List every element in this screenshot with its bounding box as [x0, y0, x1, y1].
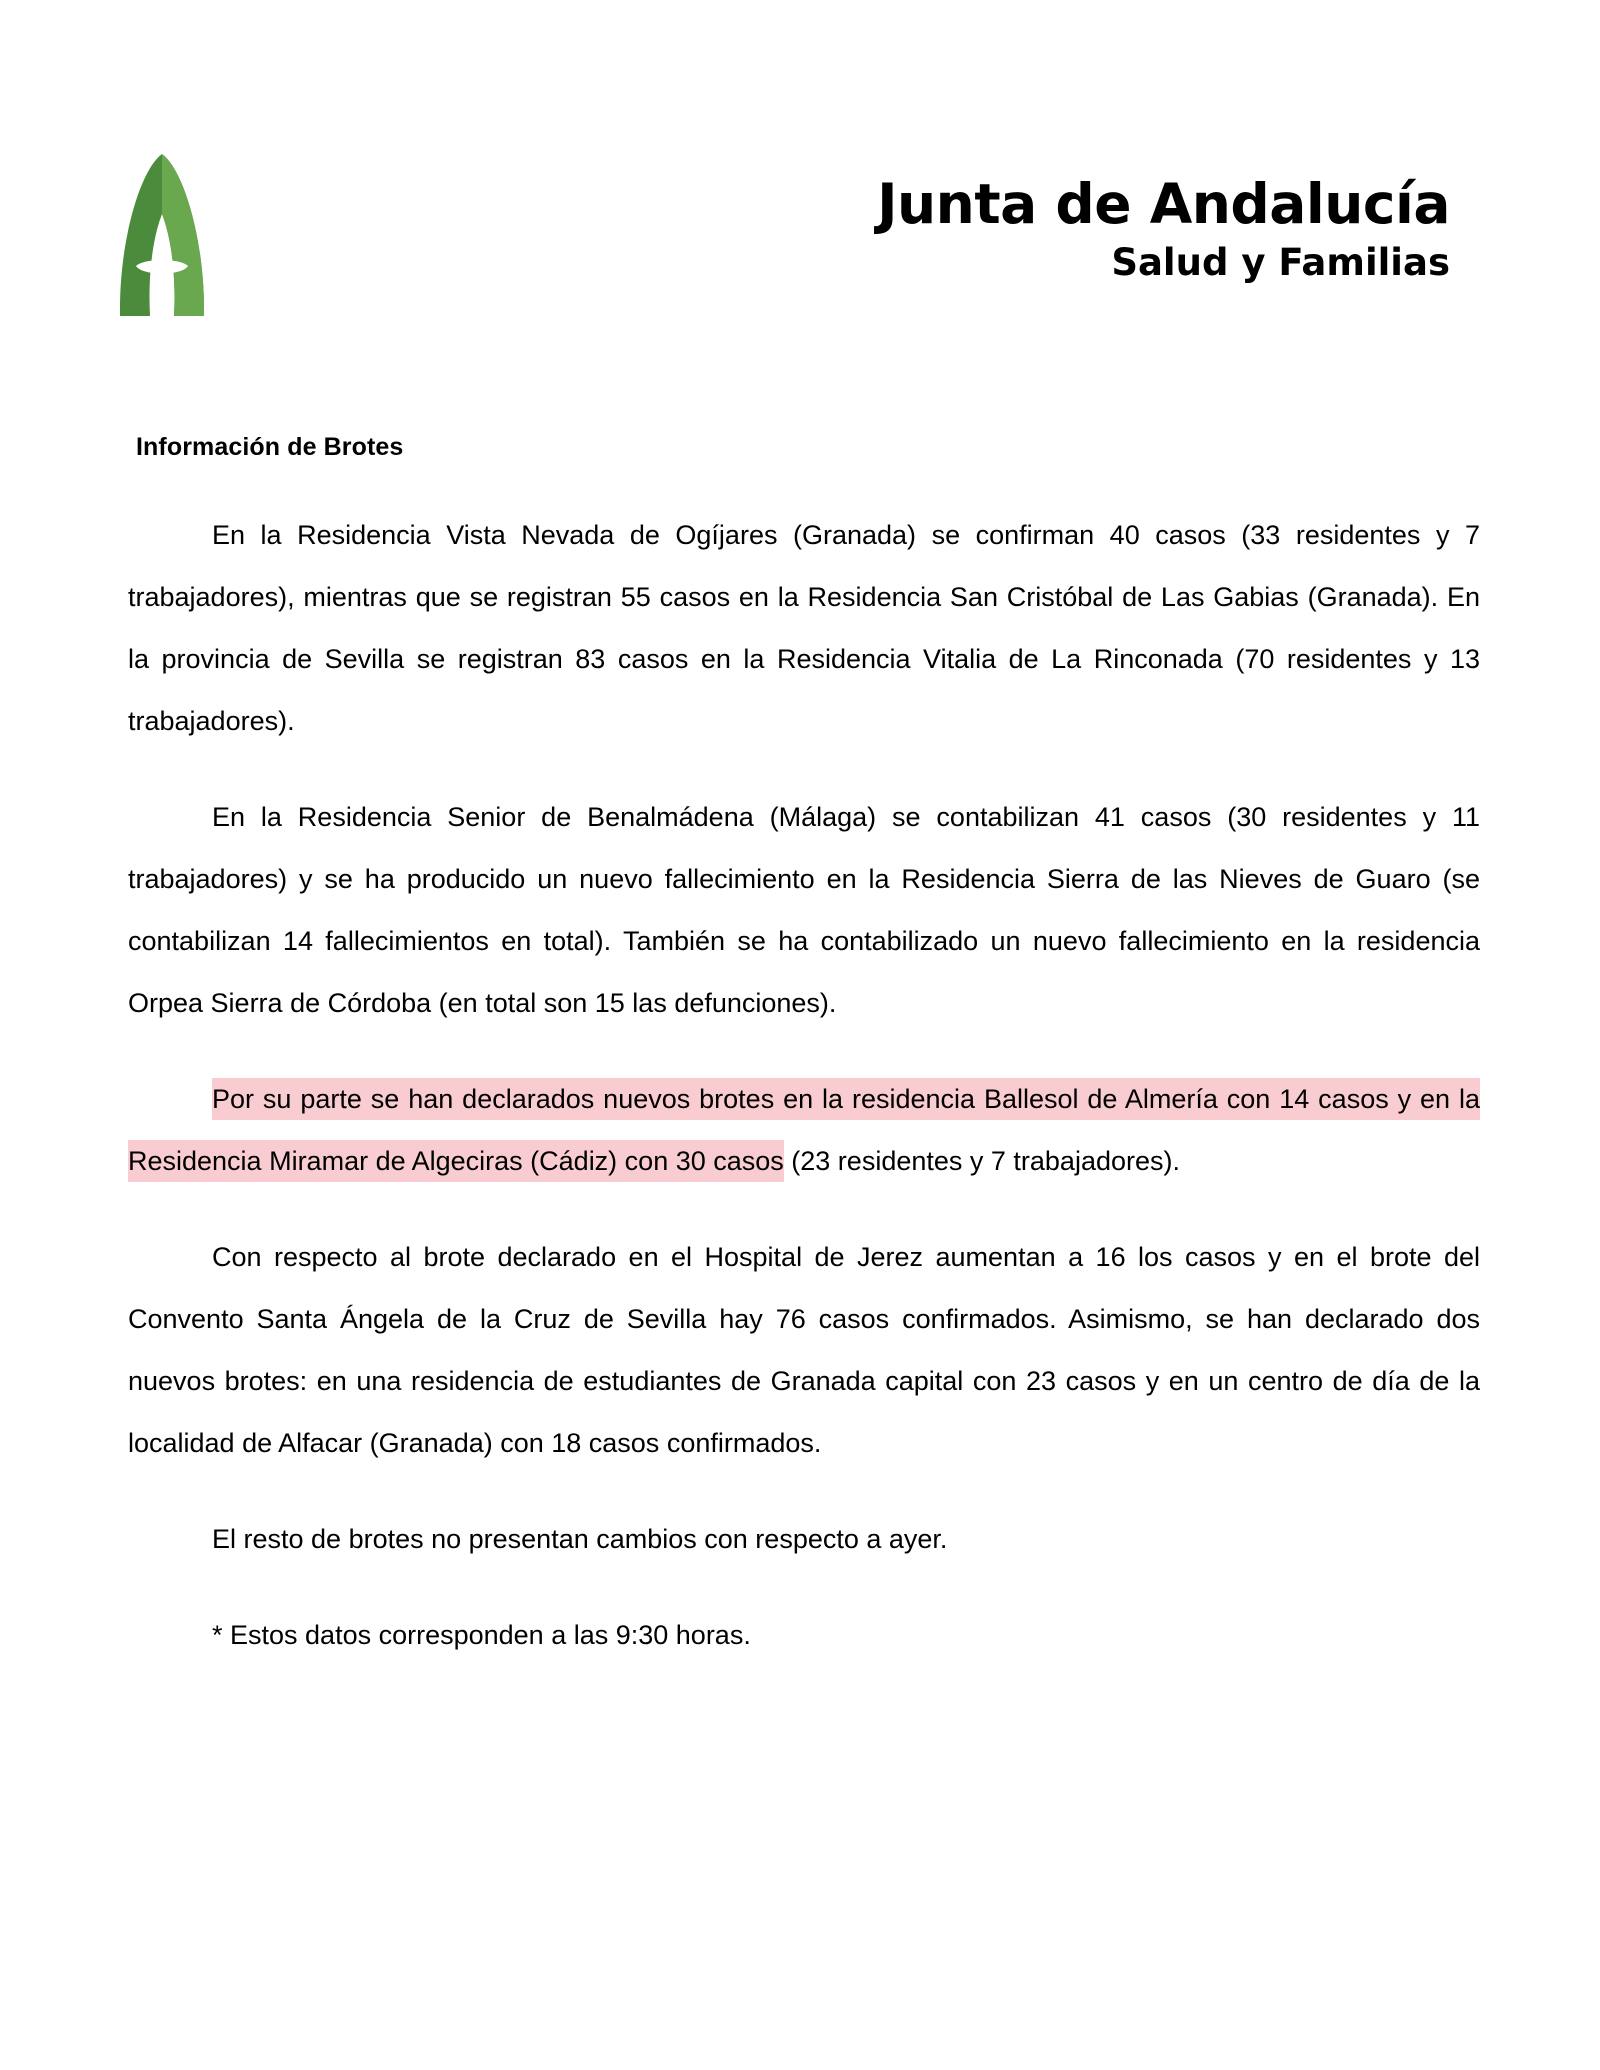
- paragraph-1: En la Residencia Vista Nevada de Ogíjares (Granada) se confirman 40 casos (33 residentes y 7 trabajadores), mientras que se registran 55 casos en la Residencia San Cristóbal de Las Gabias (Granada). En la provincia de Sevilla se registran 83 casos en la Residencia Vitalia de La Rinconada (70 residentes y 13 trabajadores).: [128, 520, 1480, 736]
- paragraph-highlighted: [128, 1068, 1480, 1192]
- document-header: [0, 0, 1600, 333]
- document-body: [0, 333, 1600, 1666]
- paragraph-2: En la Residencia Senior de Benalmádena (Málaga) se contabilizan 41 casos (30 residentes y 11 trabajadores) y se ha producido un nuevo fallecimiento en la Residencia Sierra de las Nieves de Guaro (se contabilizan 14 fallecimientos en total). También se ha contabilizado un nuevo fallecimiento en la residencia Orpea Sierra de Córdoba (en total son 15 las defunciones).: [128, 802, 1480, 1018]
- highlighted-text: Por su parte se han declarados nuevos brotes en la residencia Ballesol de Almería con 14 casos y en la Residencia Miramar de Algeciras (Cádiz) con 30 casos: [128, 1078, 1480, 1182]
- paragraph-3: Con respecto al brote declarado en el Hospital de Jerez aumentan a 16 los casos y en el brote del Convento Santa Ángela de la Cruz de Sevilla hay 76 casos confirmados. Asimismo, se han declarado dos nuevos brotes: en una residencia de estudiantes de Granada capital con 23 casos y en un centro de día de la localidad de Alfacar (Granada) con 18 casos confirmados.: [128, 1242, 1480, 1458]
- organization-subtitle: Salud y Familias: [1111, 240, 1450, 284]
- header-title-block: [877, 148, 1520, 286]
- organization-title: Junta de Andalucía: [877, 172, 1450, 236]
- junta-andalucia-a-logo: [62, 148, 262, 333]
- section-title: Información de Brotes: [136, 433, 404, 461]
- footnote: * Estos datos corresponden a las 9:30 horas.: [212, 1620, 751, 1650]
- highlighted-paragraph-tail: (23 residentes y 7 trabajadores).: [783, 1146, 1180, 1176]
- paragraph-4: El resto de brotes no presentan cambios con respecto a ayer.: [212, 1524, 948, 1554]
